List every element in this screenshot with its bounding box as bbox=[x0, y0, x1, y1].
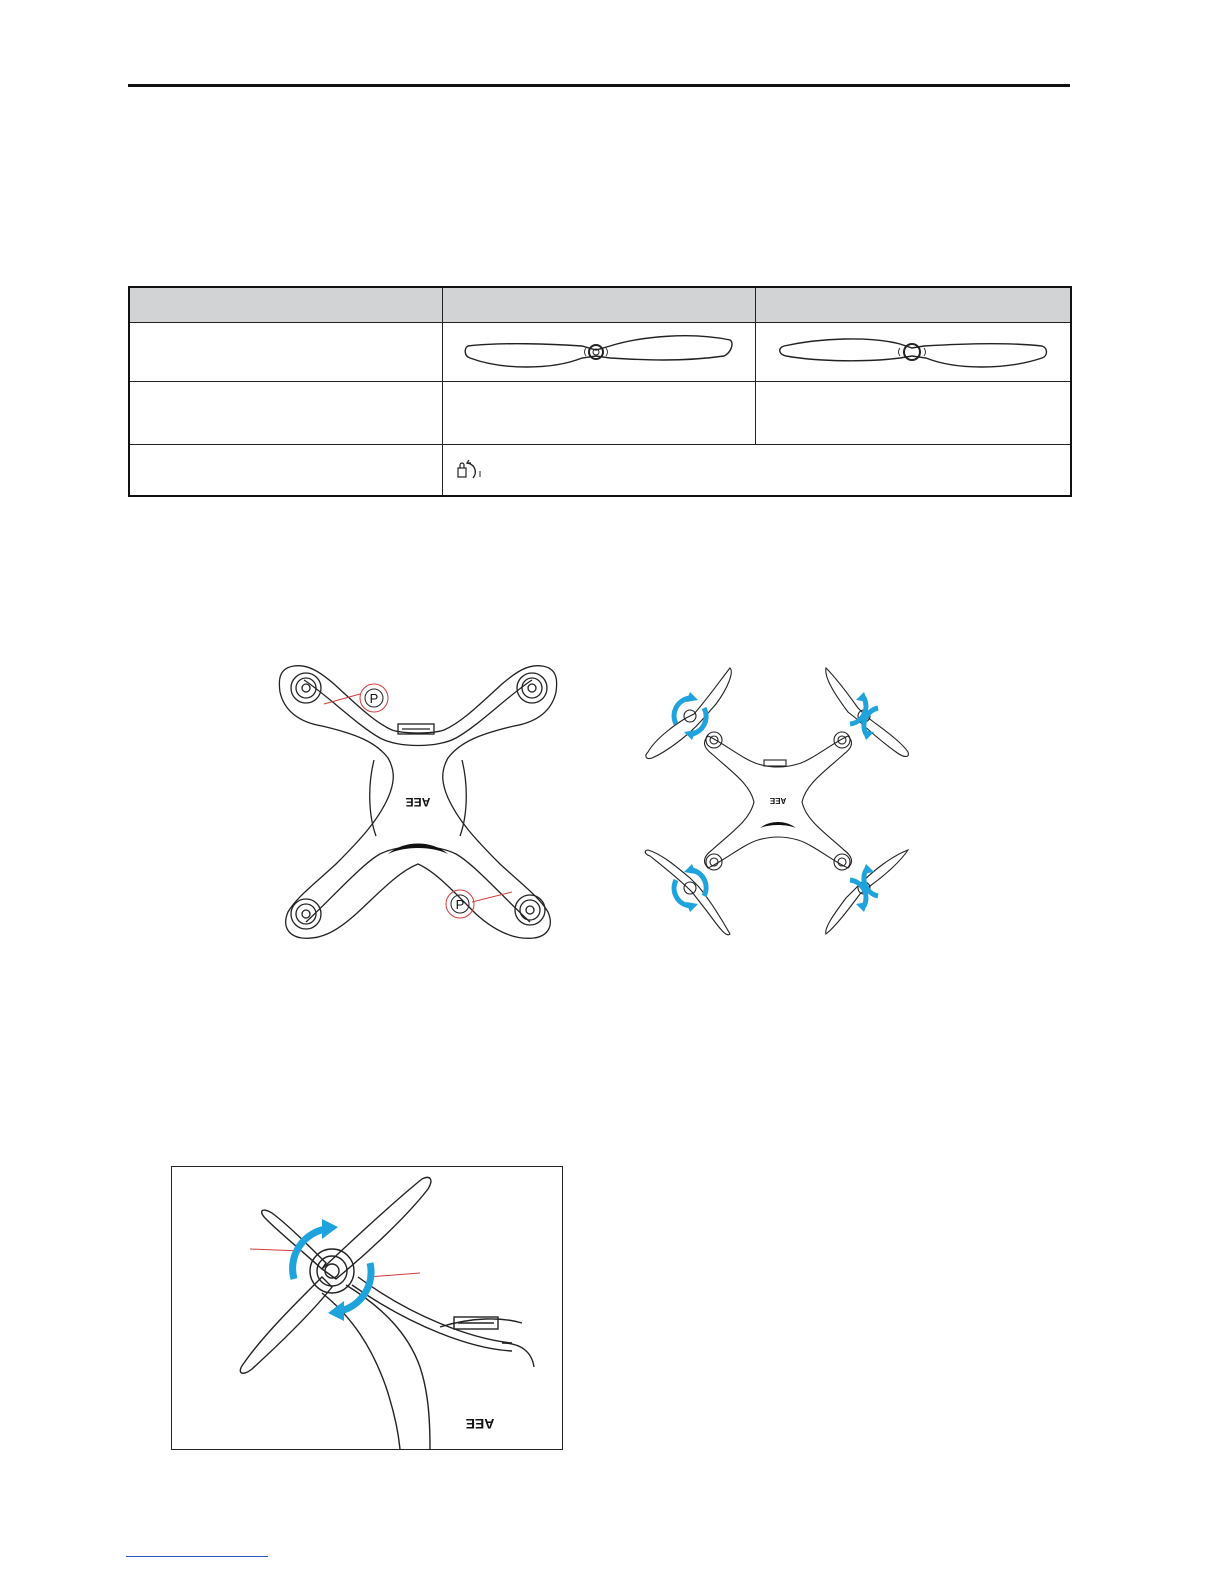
table-cell bbox=[442, 323, 755, 382]
svg-text:P: P bbox=[455, 897, 465, 912]
table-cell bbox=[129, 382, 442, 445]
table-header-cell bbox=[755, 287, 1071, 323]
table-cell bbox=[755, 382, 1071, 445]
drone-propellers-figure bbox=[638, 664, 918, 940]
table-row bbox=[129, 382, 1071, 445]
propeller-cw-icon bbox=[462, 328, 736, 376]
footer-link-underline[interactable] bbox=[126, 1556, 268, 1557]
propeller-closeup-figure bbox=[171, 1166, 563, 1450]
table-row bbox=[129, 445, 1071, 497]
body-logo: AEE bbox=[405, 795, 431, 809]
table-header-row bbox=[129, 287, 1071, 323]
svg-text:P: P bbox=[369, 691, 379, 706]
propeller-table bbox=[128, 286, 1072, 497]
lock-rotate-icon bbox=[455, 459, 485, 481]
table-cell bbox=[442, 445, 1071, 497]
drone-top-view-figure bbox=[276, 664, 560, 940]
table-cell bbox=[129, 445, 442, 497]
table-cell bbox=[755, 323, 1071, 382]
table-header-cell bbox=[442, 287, 755, 323]
top-rule bbox=[128, 84, 1070, 87]
table-header-cell bbox=[129, 287, 442, 323]
table-cell bbox=[129, 323, 442, 382]
svg-text:AEE: AEE bbox=[769, 796, 787, 805]
propeller-ccw-icon bbox=[776, 328, 1050, 376]
table-row bbox=[129, 323, 1071, 382]
rotation-arrow-icon bbox=[293, 1229, 371, 1311]
table-cell bbox=[442, 382, 755, 445]
p-marker-icon bbox=[324, 684, 388, 712]
svg-text:AEE: AEE bbox=[465, 1416, 495, 1432]
